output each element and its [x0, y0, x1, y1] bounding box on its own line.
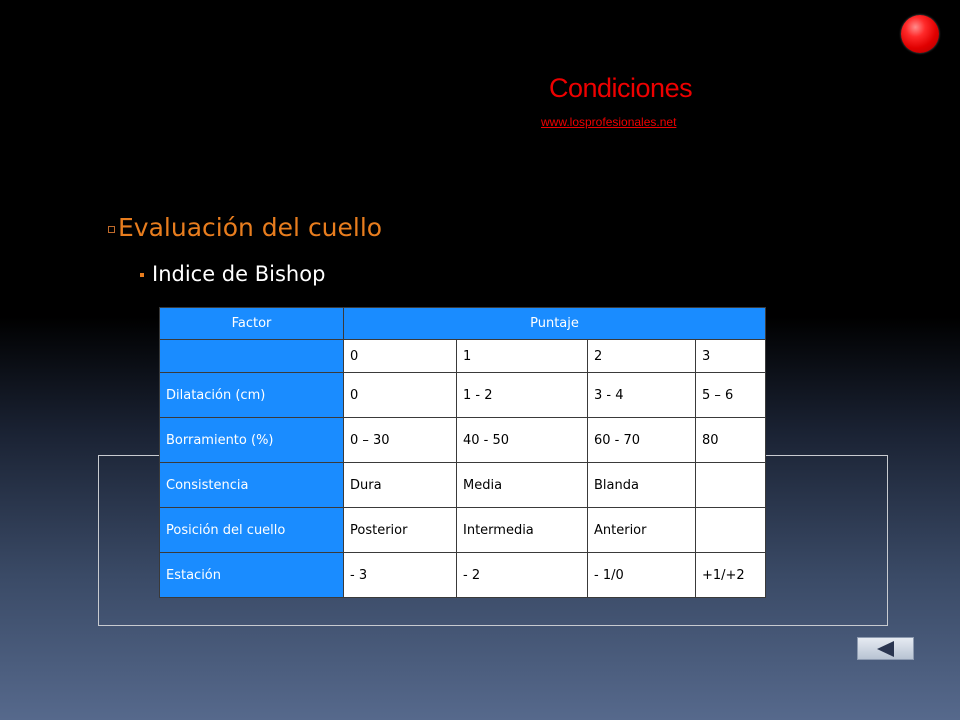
table-row: [160, 418, 766, 463]
table-cell: Dura: [344, 463, 457, 508]
bullet-level1-text: Evaluación del cuello: [118, 213, 383, 242]
table-cell: 40 - 50: [457, 418, 588, 463]
table-cell: Intermedia: [457, 508, 588, 553]
table-cell: 80: [696, 418, 766, 463]
website-link[interactable]: www.losprofesionales.net: [541, 115, 677, 129]
square-bullet-icon: [140, 273, 144, 277]
table-cell: Blanda: [588, 463, 696, 508]
table-row: [160, 373, 766, 418]
table-cell: - 1/0: [588, 553, 696, 598]
table-row: [160, 553, 766, 598]
table-cell: +1/+2: [696, 553, 766, 598]
table-cell: 3: [696, 340, 766, 373]
bullet-level1: [108, 213, 382, 242]
table-cell: [160, 340, 344, 373]
red-circle-icon[interactable]: [901, 15, 939, 53]
table-cell: 5 – 6: [696, 373, 766, 418]
table-cell: 0 – 30: [344, 418, 457, 463]
table-cell: 0: [344, 373, 457, 418]
table-cell: - 2: [457, 553, 588, 598]
table-cell: 3 - 4: [588, 373, 696, 418]
hollow-square-bullet-icon: [108, 226, 115, 233]
bishop-score-table: [159, 307, 766, 598]
table-cell: Estación: [160, 553, 344, 598]
score-row: [160, 340, 766, 373]
table-row: [160, 463, 766, 508]
table-cell: 1: [457, 340, 588, 373]
table-cell: - 3: [344, 553, 457, 598]
back-arrow-icon: [877, 641, 894, 657]
table-cell: Media: [457, 463, 588, 508]
back-button[interactable]: [857, 637, 914, 660]
table-row: [160, 508, 766, 553]
header-factor: Factor: [160, 308, 344, 340]
bullet-level2: [140, 262, 325, 286]
bullet-level2-text: Indice de Bishop: [152, 262, 326, 286]
table-cell: Borramiento (%): [160, 418, 344, 463]
table-cell: Posición del cuello: [160, 508, 344, 553]
table-cell: Dilatación (cm): [160, 373, 344, 418]
header-puntaje: Puntaje: [344, 308, 766, 340]
table-cell: Anterior: [588, 508, 696, 553]
slide-title: Condiciones: [549, 73, 693, 103]
table-header-row: [160, 308, 766, 340]
table-cell: 0: [344, 340, 457, 373]
table-cell: 1 - 2: [457, 373, 588, 418]
table-cell: [696, 508, 766, 553]
table-cell: [696, 463, 766, 508]
table-cell: 60 - 70: [588, 418, 696, 463]
table-cell: Posterior: [344, 508, 457, 553]
table-cell: Consistencia: [160, 463, 344, 508]
table-cell: 2: [588, 340, 696, 373]
